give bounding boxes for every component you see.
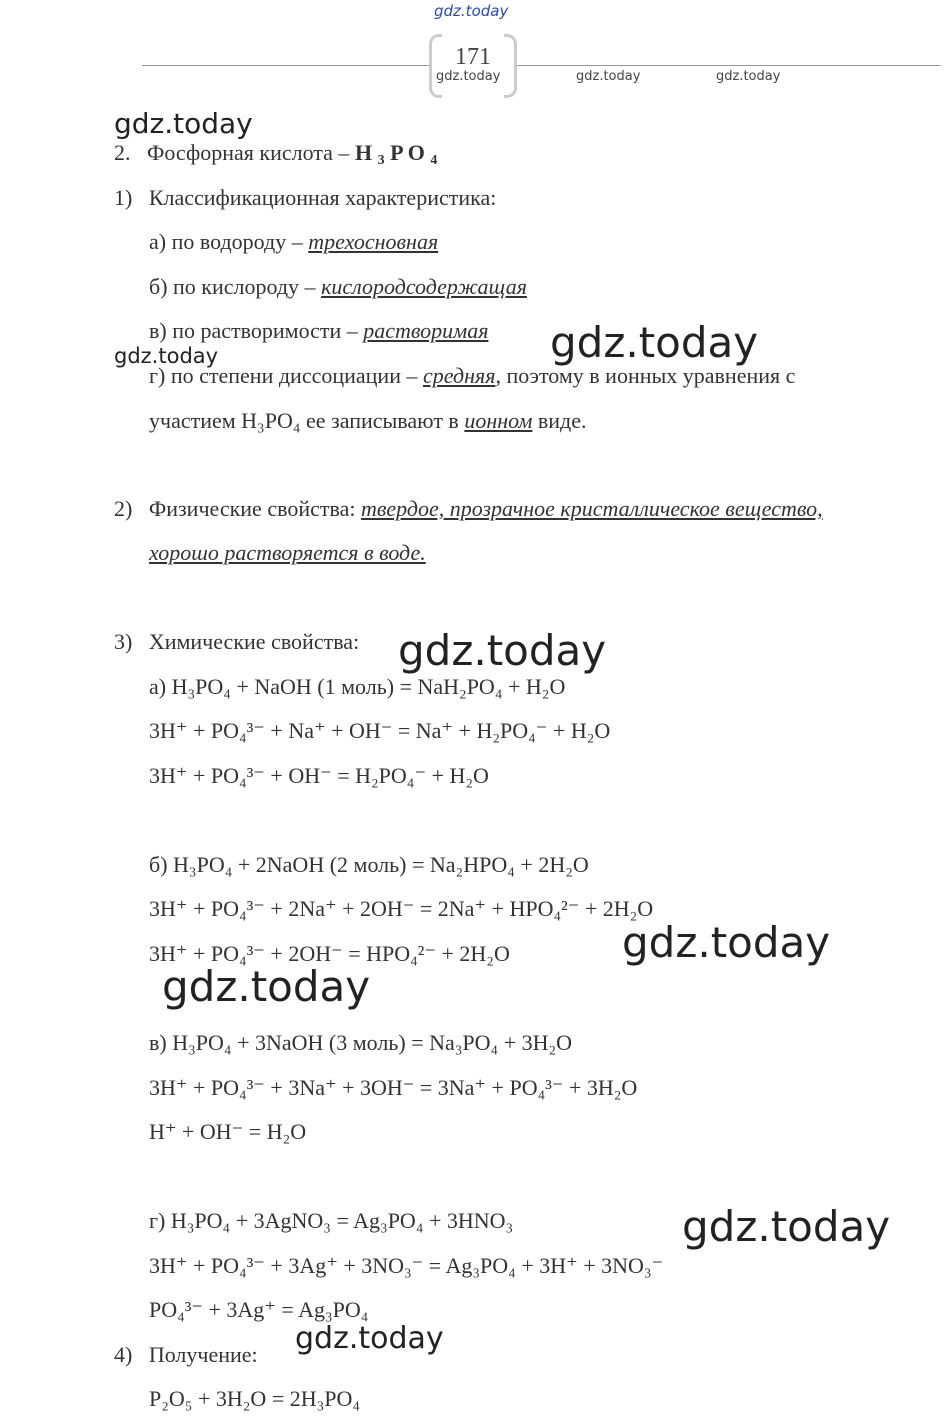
classification-d-cont: участием H₃PO₄ ее записывают в ионном виде. (149, 408, 587, 433)
chem-a-eq3: 3H⁺ + PO₄³⁻ + OH⁻ = H₂PO₄⁻ + H₂O (149, 763, 489, 788)
header-rule-left (142, 65, 432, 66)
obtaining-eq: P₂O₅ + 3H₂O = 2H₃PO₄ (149, 1386, 361, 1411)
chem-c-eq1: в) H₃PO₄ + 3NaOH (3 моль) = Na₃PO₄ + 3H₂O (149, 1030, 573, 1055)
watermark-8: gdz.today (295, 1321, 444, 1356)
classification-c: в) по растворимости – растворимая (149, 318, 489, 343)
chem-b-eq2: 3H⁺ + PO₄³⁻ + 2Na⁺ + 2OH⁻ = 2Na⁺ + HPO₄²⁻ + 2H₂O (149, 896, 654, 921)
watermark-1: gdz.today (114, 107, 253, 140)
chem-d-eq1: г) H₃PO₄ + 3AgNO₃ = Ag₃PO₄ + 3HNO₃ (149, 1208, 514, 1233)
classification-b: б) по кислороду – кислородсодержащая (149, 274, 527, 299)
section-heading (114, 142, 437, 168)
physical-heading: 2) Физические свойства: твердое, прозрачное кристаллическое вещество, (114, 496, 823, 521)
chem-a-eq1: а) H₃PO₄ + NaOH (1 моль) = NaH₂PO₄ + H₂O (149, 674, 566, 699)
watermark-header-2: gdz.today (576, 69, 641, 84)
section-title: Фосфорная кислота – (147, 140, 350, 165)
watermark-header-1: gdz.today (436, 69, 501, 84)
chem-d-eq2: 3H⁺ + PO₄³⁻ + 3Ag⁺ + 3NO₃⁻ = Ag₃PO₄ + 3H⁺ + 3NO₃⁻ (149, 1253, 664, 1278)
chem-b-eq3: 3H⁺ + PO₄³⁻ + 2OH⁻ = HPO₄²⁻ + 2H₂O (149, 941, 510, 966)
watermark-6: gdz.today (162, 962, 371, 1011)
watermark-4: gdz.today (398, 626, 607, 675)
classification-heading: 1) Классификационная характеристика: (114, 185, 497, 210)
page-number: 171 (455, 44, 491, 70)
chem-b-eq1: б) H₃PO₄ + 2NaOH (2 моль) = Na₂HPO₄ + 2H₂O (149, 852, 589, 877)
watermark-2: gdz.today (114, 344, 219, 368)
watermark-header-3: gdz.today (716, 69, 781, 84)
watermark-5: gdz.today (622, 918, 831, 967)
chem-a-eq2: 3H⁺ + PO₄³⁻ + Na⁺ + OH⁻ = Na⁺ + H₂PO₄⁻ + H₂O (149, 718, 611, 743)
watermark-top: gdz.today (434, 2, 509, 20)
section-number: 2. (114, 140, 131, 165)
chemical-heading: 3) Химические свойства: (114, 629, 360, 654)
chem-c-eq2: 3H⁺ + PO₄³⁻ + 3Na⁺ + 3OH⁻ = 3Na⁺ + PO₄³⁻ + 3H₂O (149, 1075, 638, 1100)
chem-c-eq3: H⁺ + OH⁻ = H₂O (149, 1119, 307, 1144)
classification-d: г) по степени диссоциации – средняя, поэтому в ионных уравнения с (149, 363, 796, 388)
obtaining-heading: 4) Получение: (114, 1342, 258, 1367)
header-rule-right (515, 65, 941, 66)
classification-a: а) по водороду – трехосновная (149, 229, 439, 254)
physical-cont: хорошо растворяется в воде. (149, 540, 426, 565)
section-formula: H $_3$ P O $_4$ (354, 140, 438, 168)
watermark-3: gdz.today (550, 318, 759, 367)
chem-d-eq3: PO₄³⁻ + 3Ag⁺ = Ag₃PO₄ (149, 1297, 369, 1322)
watermark-7: gdz.today (682, 1202, 891, 1251)
page-number-box (429, 34, 517, 94)
